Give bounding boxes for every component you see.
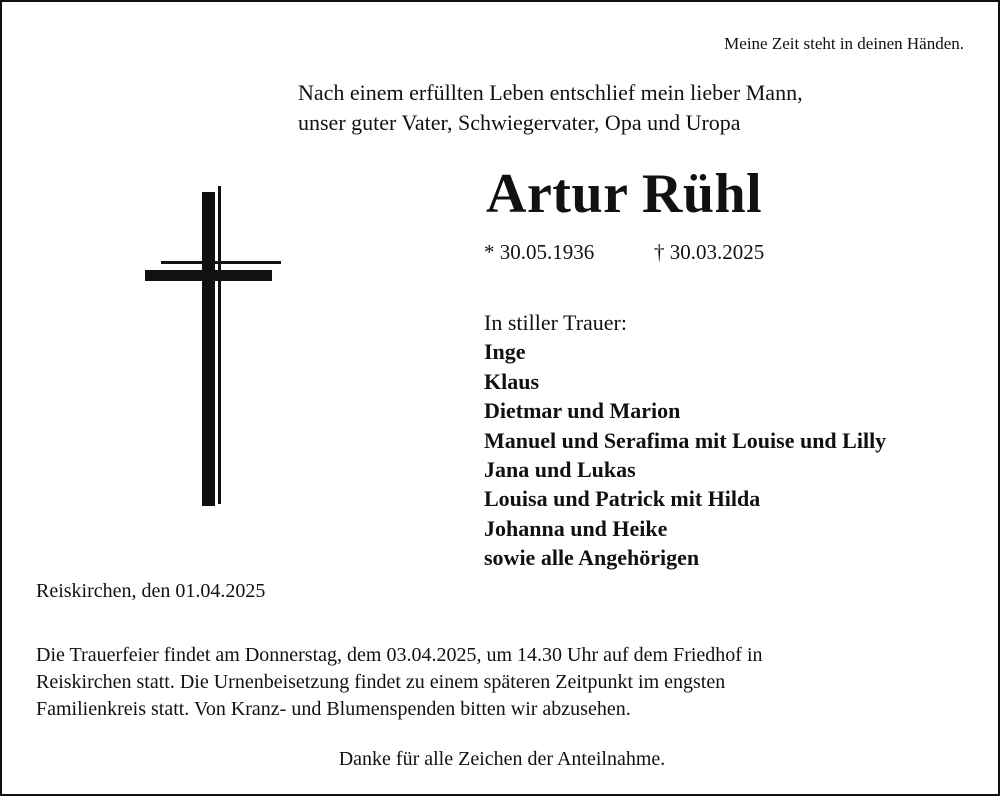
mourner-name: Dietmar und Marion <box>484 398 681 424</box>
death-date: † 30.03.2025 <box>654 240 765 264</box>
mourner-name: Johanna und Heike <box>484 515 668 541</box>
mourning-label: In stiller Trauer: <box>484 310 627 335</box>
mourner-name: Jana und Lukas <box>484 457 636 483</box>
ceremony-info <box>36 642 763 723</box>
ceremony-line: Familienkreis statt. Von Kranz- und Blumenspenden bitten wir abzusehen. <box>36 698 631 720</box>
intro-line: unser guter Vater, Schwiegervater, Opa und Uropa <box>298 110 741 135</box>
mourner-name: Klaus <box>484 368 540 394</box>
place-and-date: Reiskirchen, den 01.04.2025 <box>36 580 266 602</box>
motto-verse: Meine Zeit steht in deinen Händen. <box>724 34 964 53</box>
latin-cross-icon <box>142 186 284 510</box>
mourner-name: Manuel und Serafima mit Louise und Lilly <box>484 427 887 453</box>
mourner-name: Inge <box>484 339 526 365</box>
ceremony-line: Reiskirchen statt. Die Urnenbeisetzung findet zu einem späteren Zeitpunkt im engsten <box>36 671 726 693</box>
intro-line: Nach einem erfüllten Leben entschlief mein lieber Mann, <box>298 80 803 105</box>
thanks-line: Danke für alle Zeichen der Anteilnahme. <box>338 748 666 770</box>
mourner-name: sowie alle Angehörigen <box>484 545 700 571</box>
birth-date: * 30.05.1936 <box>484 240 595 264</box>
mourner-name: Louisa und Patrick mit Hilda <box>484 486 761 512</box>
mourners-list <box>484 308 886 573</box>
intro-text <box>298 78 803 138</box>
ceremony-line: Die Trauerfeier findet am Donnerstag, dem 03.04.2025, um 14.30 Uhr auf dem Friedhof in <box>36 644 763 666</box>
deceased-name: Artur Rühl <box>486 163 763 225</box>
